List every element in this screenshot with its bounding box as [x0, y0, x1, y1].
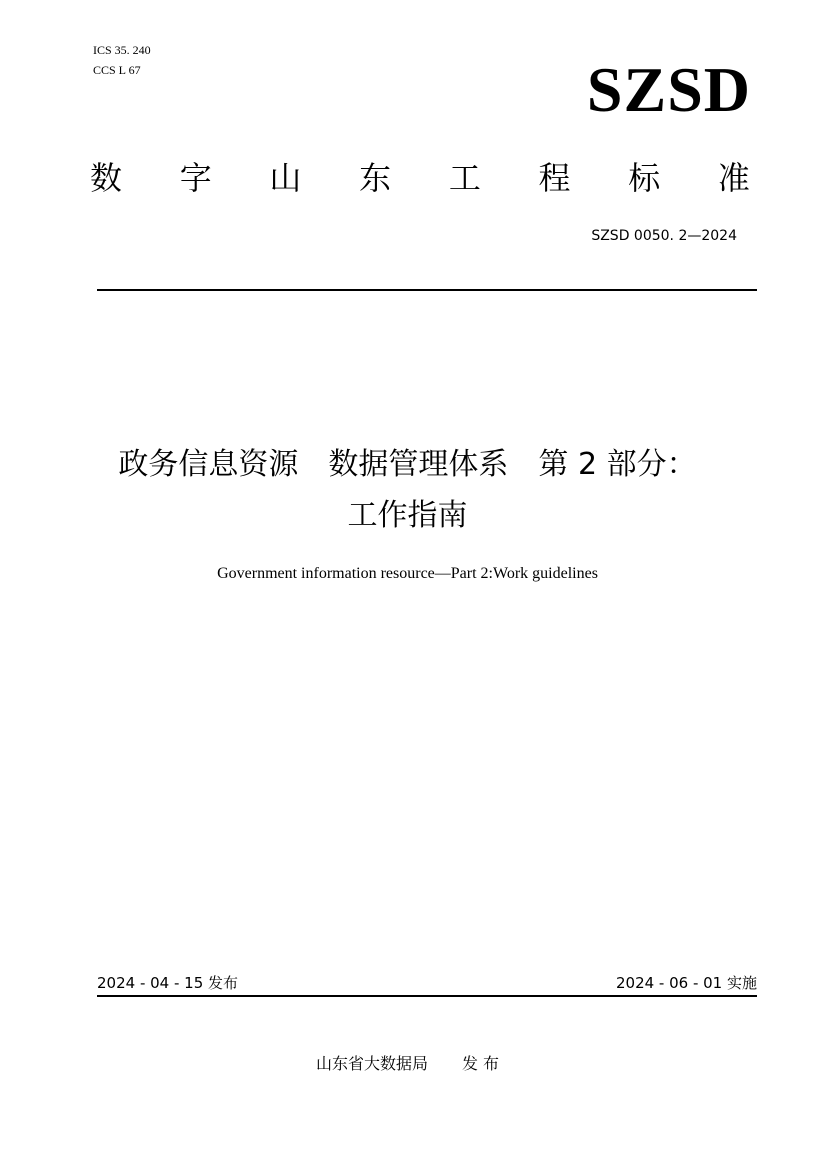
- category-char: 准: [717, 159, 750, 197]
- category-char: 山: [269, 159, 302, 197]
- english-title: Government information resource—Part 2:Work guidelines: [217, 565, 598, 582]
- ccs-code: CCS L 67: [93, 63, 141, 77]
- ics-code: ICS 35. 240: [93, 43, 151, 57]
- bottom-divider: [97, 995, 757, 997]
- category-char: 数: [90, 159, 123, 197]
- classification-codes: [93, 40, 151, 80]
- category-char: 东: [359, 159, 392, 197]
- category-char: 标: [628, 159, 661, 197]
- standard-number: SZSD 0050. 2—2024: [591, 228, 737, 244]
- implement-date: 2024 - 06 - 01 实施: [615, 974, 757, 992]
- standard-category-title: [90, 158, 750, 198]
- issuer-name: 山东省大数据局: [315, 1054, 428, 1073]
- document-title-line-2: 工作指南: [347, 498, 468, 533]
- category-char: 工: [448, 159, 481, 197]
- issuer-action: 发 布: [461, 1054, 500, 1073]
- szsd-logo: SZSD: [586, 54, 751, 125]
- category-char: 程: [538, 159, 571, 197]
- category-char: 字: [179, 159, 212, 197]
- document-title-line-1: 政务信息资源 数据管理体系 第 2 部分：: [118, 447, 697, 482]
- issuer-line: [0, 1052, 815, 1076]
- top-divider: [97, 289, 757, 291]
- publish-date: 2024 - 04 - 15 发布: [97, 974, 239, 992]
